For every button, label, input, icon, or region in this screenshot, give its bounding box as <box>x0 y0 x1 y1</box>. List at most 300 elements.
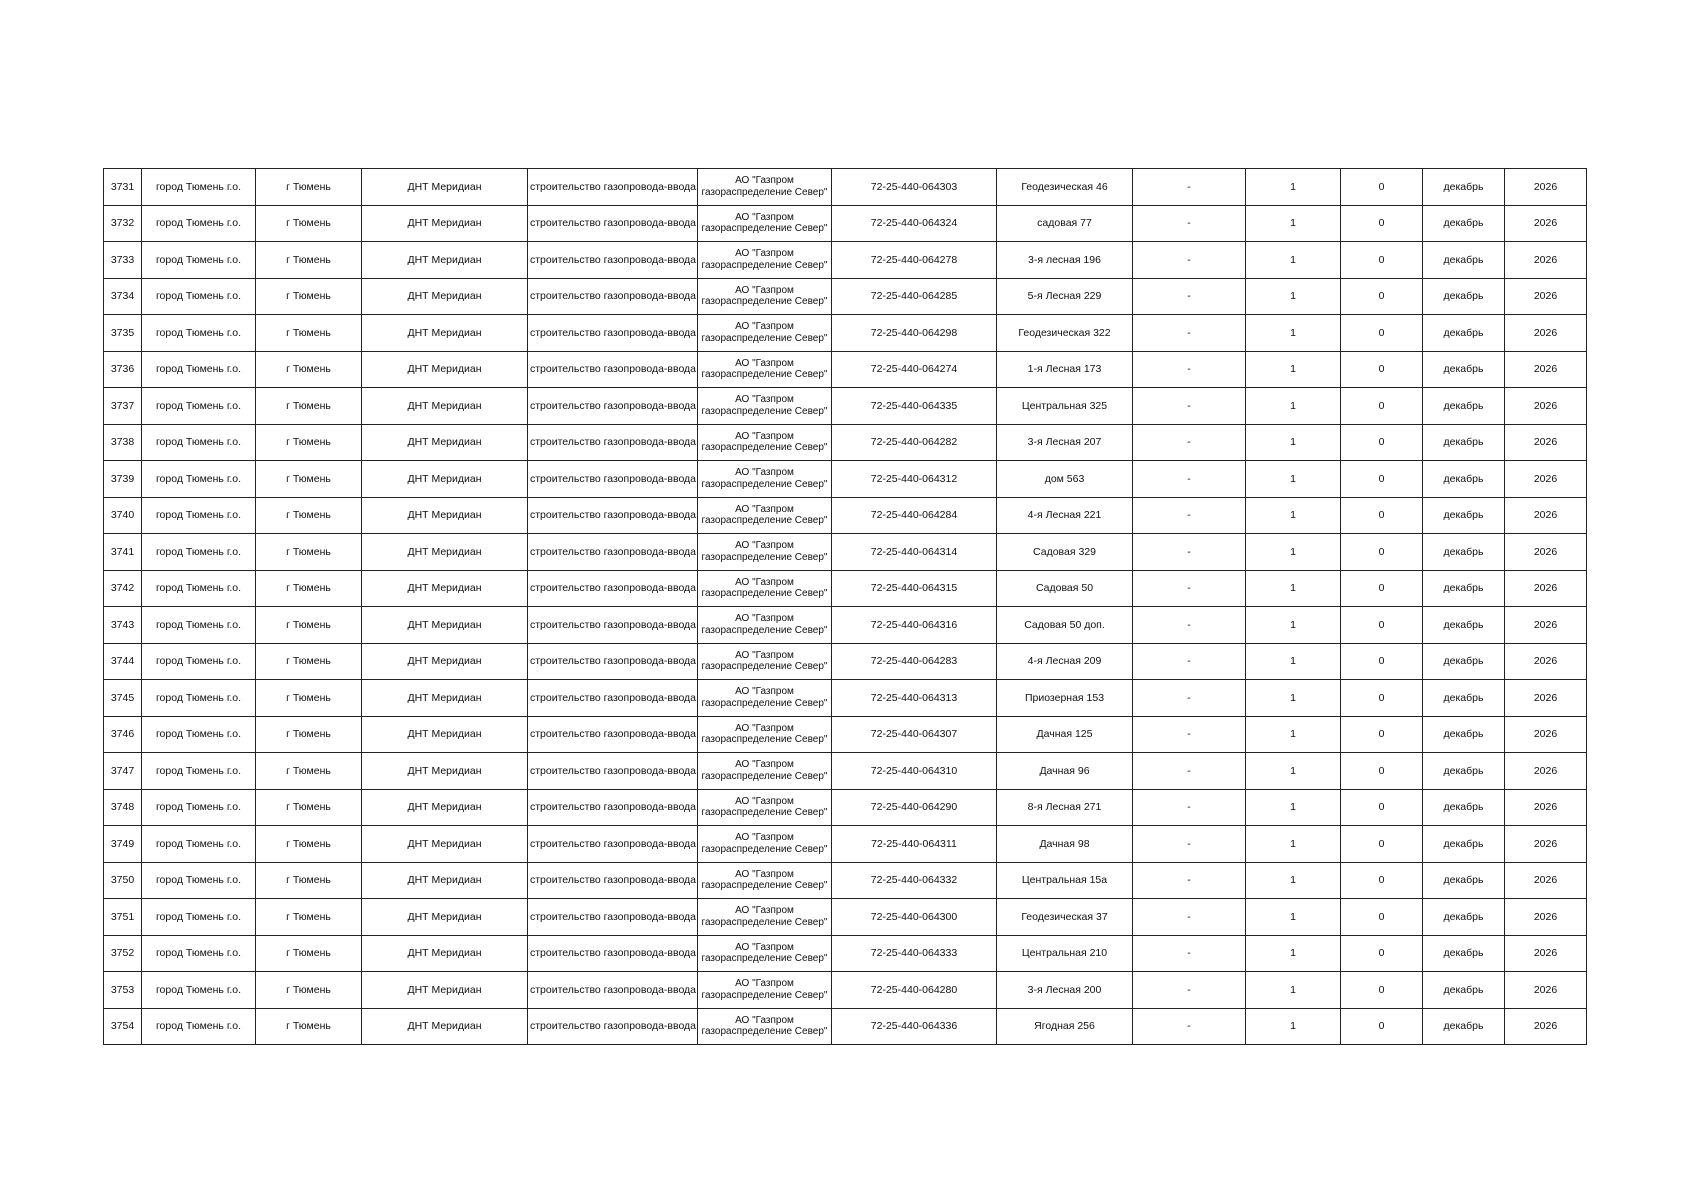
cell-year: 2026 <box>1505 424 1587 461</box>
cell-territory: ДНТ Меридиан <box>362 899 528 936</box>
cell-zero-value: 0 <box>1341 497 1423 534</box>
cell-row-number: 3752 <box>104 935 142 972</box>
cell-operator: АО "Газпром газораспределение Север" <box>698 388 832 425</box>
cell-work-type: строительство газопровода-ввода <box>528 169 698 206</box>
cell-address: Геодезическая 46 <box>997 169 1133 206</box>
cell-dash-value: - <box>1133 753 1246 790</box>
cell-row-number: 3749 <box>104 826 142 863</box>
cell-territory: ДНТ Меридиан <box>362 242 528 279</box>
cell-year: 2026 <box>1505 826 1587 863</box>
cell-object-code: 72-25-440-064280 <box>832 972 997 1009</box>
cell-operator: АО "Газпром газораспределение Север" <box>698 680 832 717</box>
table-row <box>104 899 1587 936</box>
cell-zero-value: 0 <box>1341 899 1423 936</box>
cell-object-code: 72-25-440-064284 <box>832 497 997 534</box>
table-row <box>104 680 1587 717</box>
cell-dash-value: - <box>1133 643 1246 680</box>
cell-month: декабрь <box>1423 424 1505 461</box>
cell-month: декабрь <box>1423 534 1505 571</box>
cell-object-code: 72-25-440-064315 <box>832 570 997 607</box>
cell-dash-value: - <box>1133 461 1246 498</box>
cell-address: Центральная 325 <box>997 388 1133 425</box>
cell-operator: АО "Газпром газораспределение Север" <box>698 205 832 242</box>
cell-quantity: 1 <box>1246 862 1341 899</box>
cell-territory: ДНТ Меридиан <box>362 205 528 242</box>
cell-year: 2026 <box>1505 534 1587 571</box>
cell-zero-value: 0 <box>1341 278 1423 315</box>
cell-territory: ДНТ Меридиан <box>362 424 528 461</box>
cell-municipality: город Тюмень г.о. <box>142 716 256 753</box>
cell-dash-value: - <box>1133 899 1246 936</box>
cell-dash-value: - <box>1133 242 1246 279</box>
cell-row-number: 3745 <box>104 680 142 717</box>
cell-territory: ДНТ Меридиан <box>362 534 528 571</box>
cell-zero-value: 0 <box>1341 461 1423 498</box>
cell-zero-value: 0 <box>1341 680 1423 717</box>
cell-operator: АО "Газпром газораспределение Север" <box>698 169 832 206</box>
cell-quantity: 1 <box>1246 278 1341 315</box>
cell-object-code: 72-25-440-064283 <box>832 643 997 680</box>
cell-territory: ДНТ Меридиан <box>362 1008 528 1045</box>
cell-dash-value: - <box>1133 1008 1246 1045</box>
cell-operator: АО "Газпром газораспределение Север" <box>698 242 832 279</box>
cell-row-number: 3753 <box>104 972 142 1009</box>
cell-dash-value: - <box>1133 169 1246 206</box>
cell-row-number: 3750 <box>104 862 142 899</box>
cell-work-type: строительство газопровода-ввода <box>528 497 698 534</box>
cell-year: 2026 <box>1505 315 1587 352</box>
cell-work-type: строительство газопровода-ввода <box>528 424 698 461</box>
table-row <box>104 1008 1587 1045</box>
cell-object-code: 72-25-440-064332 <box>832 862 997 899</box>
cell-operator: АО "Газпром газораспределение Север" <box>698 461 832 498</box>
cell-zero-value: 0 <box>1341 351 1423 388</box>
cell-municipality: город Тюмень г.о. <box>142 424 256 461</box>
cell-municipality: город Тюмень г.о. <box>142 570 256 607</box>
cell-address: 8-я Лесная 271 <box>997 789 1133 826</box>
cell-address: Геодезическая 37 <box>997 899 1133 936</box>
cell-year: 2026 <box>1505 351 1587 388</box>
cell-object-code: 72-25-440-064313 <box>832 680 997 717</box>
cell-row-number: 3734 <box>104 278 142 315</box>
cell-operator: АО "Газпром газораспределение Север" <box>698 534 832 571</box>
cell-object-code: 72-25-440-064312 <box>832 461 997 498</box>
cell-dash-value: - <box>1133 972 1246 1009</box>
cell-year: 2026 <box>1505 899 1587 936</box>
cell-work-type: строительство газопровода-ввода <box>528 862 698 899</box>
cell-address: 1-я Лесная 173 <box>997 351 1133 388</box>
cell-municipality: город Тюмень г.о. <box>142 461 256 498</box>
cell-zero-value: 0 <box>1341 607 1423 644</box>
cell-year: 2026 <box>1505 388 1587 425</box>
cell-territory: ДНТ Меридиан <box>362 461 528 498</box>
cell-object-code: 72-25-440-064285 <box>832 278 997 315</box>
cell-operator: АО "Газпром газораспределение Север" <box>698 972 832 1009</box>
cell-month: декабрь <box>1423 753 1505 790</box>
table-row <box>104 826 1587 863</box>
cell-month: декабрь <box>1423 242 1505 279</box>
cell-quantity: 1 <box>1246 570 1341 607</box>
cell-year: 2026 <box>1505 972 1587 1009</box>
cell-row-number: 3751 <box>104 899 142 936</box>
cell-territory: ДНТ Меридиан <box>362 972 528 1009</box>
cell-operator: АО "Газпром газораспределение Север" <box>698 899 832 936</box>
cell-work-type: строительство газопровода-ввода <box>528 716 698 753</box>
cell-row-number: 3740 <box>104 497 142 534</box>
cell-address: Дачная 96 <box>997 753 1133 790</box>
cell-operator: АО "Газпром газораспределение Север" <box>698 424 832 461</box>
cell-municipality: город Тюмень г.о. <box>142 351 256 388</box>
cell-quantity: 1 <box>1246 680 1341 717</box>
cell-quantity: 1 <box>1246 643 1341 680</box>
cell-dash-value: - <box>1133 680 1246 717</box>
cell-dash-value: - <box>1133 315 1246 352</box>
cell-operator: АО "Газпром газораспределение Север" <box>698 315 832 352</box>
cell-quantity: 1 <box>1246 242 1341 279</box>
cell-operator: АО "Газпром газораспределение Север" <box>698 351 832 388</box>
cell-municipality: город Тюмень г.о. <box>142 935 256 972</box>
cell-settlement: г Тюмень <box>256 935 362 972</box>
cell-object-code: 72-25-440-064324 <box>832 205 997 242</box>
cell-address: Садовая 50 <box>997 570 1133 607</box>
cell-row-number: 3733 <box>104 242 142 279</box>
cell-month: декабрь <box>1423 826 1505 863</box>
gas-connection-table <box>103 168 1587 1045</box>
cell-month: декабрь <box>1423 497 1505 534</box>
cell-settlement: г Тюмень <box>256 570 362 607</box>
cell-municipality: город Тюмень г.о. <box>142 205 256 242</box>
cell-quantity: 1 <box>1246 169 1341 206</box>
cell-object-code: 72-25-440-064278 <box>832 242 997 279</box>
cell-month: декабрь <box>1423 351 1505 388</box>
table-row <box>104 643 1587 680</box>
cell-quantity: 1 <box>1246 935 1341 972</box>
cell-year: 2026 <box>1505 789 1587 826</box>
cell-operator: АО "Газпром газораспределение Север" <box>698 789 832 826</box>
cell-row-number: 3735 <box>104 315 142 352</box>
cell-address: Дачная 98 <box>997 826 1133 863</box>
cell-settlement: г Тюмень <box>256 461 362 498</box>
cell-address: Садовая 50 доп. <box>997 607 1133 644</box>
cell-row-number: 3743 <box>104 607 142 644</box>
cell-address: 4-я Лесная 221 <box>997 497 1133 534</box>
cell-operator: АО "Газпром газораспределение Север" <box>698 278 832 315</box>
cell-row-number: 3738 <box>104 424 142 461</box>
cell-territory: ДНТ Меридиан <box>362 351 528 388</box>
cell-zero-value: 0 <box>1341 972 1423 1009</box>
cell-municipality: город Тюмень г.о. <box>142 972 256 1009</box>
cell-year: 2026 <box>1505 242 1587 279</box>
cell-year: 2026 <box>1505 680 1587 717</box>
cell-object-code: 72-25-440-064311 <box>832 826 997 863</box>
cell-work-type: строительство газопровода-ввода <box>528 972 698 1009</box>
cell-territory: ДНТ Меридиан <box>362 643 528 680</box>
cell-month: декабрь <box>1423 315 1505 352</box>
cell-month: декабрь <box>1423 899 1505 936</box>
cell-work-type: строительство газопровода-ввода <box>528 826 698 863</box>
cell-territory: ДНТ Меридиан <box>362 753 528 790</box>
cell-dash-value: - <box>1133 570 1246 607</box>
cell-territory: ДНТ Меридиан <box>362 169 528 206</box>
cell-quantity: 1 <box>1246 424 1341 461</box>
cell-quantity: 1 <box>1246 388 1341 425</box>
cell-municipality: город Тюмень г.о. <box>142 315 256 352</box>
cell-work-type: строительство газопровода-ввода <box>528 388 698 425</box>
cell-object-code: 72-25-440-064303 <box>832 169 997 206</box>
cell-operator: АО "Газпром газораспределение Север" <box>698 935 832 972</box>
cell-row-number: 3731 <box>104 169 142 206</box>
cell-month: декабрь <box>1423 388 1505 425</box>
cell-zero-value: 0 <box>1341 935 1423 972</box>
cell-operator: АО "Газпром газораспределение Север" <box>698 716 832 753</box>
cell-object-code: 72-25-440-064307 <box>832 716 997 753</box>
table-row <box>104 278 1587 315</box>
table-row <box>104 388 1587 425</box>
cell-row-number: 3742 <box>104 570 142 607</box>
cell-work-type: строительство газопровода-ввода <box>528 205 698 242</box>
cell-municipality: город Тюмень г.о. <box>142 1008 256 1045</box>
cell-work-type: строительство газопровода-ввода <box>528 534 698 571</box>
cell-address: Садовая 329 <box>997 534 1133 571</box>
cell-operator: АО "Газпром газораспределение Север" <box>698 862 832 899</box>
table-row <box>104 461 1587 498</box>
cell-municipality: город Тюмень г.о. <box>142 753 256 790</box>
cell-dash-value: - <box>1133 388 1246 425</box>
cell-year: 2026 <box>1505 607 1587 644</box>
cell-municipality: город Тюмень г.о. <box>142 680 256 717</box>
cell-dash-value: - <box>1133 826 1246 863</box>
cell-municipality: город Тюмень г.о. <box>142 497 256 534</box>
cell-address: дом 563 <box>997 461 1133 498</box>
cell-municipality: город Тюмень г.о. <box>142 643 256 680</box>
cell-work-type: строительство газопровода-ввода <box>528 753 698 790</box>
cell-month: декабрь <box>1423 680 1505 717</box>
cell-quantity: 1 <box>1246 716 1341 753</box>
cell-territory: ДНТ Меридиан <box>362 570 528 607</box>
cell-address: Центральная 15а <box>997 862 1133 899</box>
cell-row-number: 3741 <box>104 534 142 571</box>
cell-work-type: строительство газопровода-ввода <box>528 607 698 644</box>
cell-municipality: город Тюмень г.о. <box>142 169 256 206</box>
cell-address: 3-я Лесная 207 <box>997 424 1133 461</box>
cell-municipality: город Тюмень г.о. <box>142 826 256 863</box>
cell-municipality: город Тюмень г.о. <box>142 388 256 425</box>
cell-work-type: строительство газопровода-ввода <box>528 461 698 498</box>
cell-object-code: 72-25-440-064316 <box>832 607 997 644</box>
cell-address: Приозерная 153 <box>997 680 1133 717</box>
cell-address: 5-я Лесная 229 <box>997 278 1133 315</box>
cell-row-number: 3754 <box>104 1008 142 1045</box>
cell-dash-value: - <box>1133 351 1246 388</box>
cell-municipality: город Тюмень г.о. <box>142 607 256 644</box>
cell-work-type: строительство газопровода-ввода <box>528 351 698 388</box>
cell-zero-value: 0 <box>1341 205 1423 242</box>
cell-year: 2026 <box>1505 169 1587 206</box>
cell-territory: ДНТ Меридиан <box>362 388 528 425</box>
cell-operator: АО "Газпром газораспределение Север" <box>698 607 832 644</box>
cell-settlement: г Тюмень <box>256 789 362 826</box>
cell-work-type: строительство газопровода-ввода <box>528 1008 698 1045</box>
cell-address: 4-я Лесная 209 <box>997 643 1133 680</box>
cell-territory: ДНТ Меридиан <box>362 862 528 899</box>
table-row <box>104 351 1587 388</box>
cell-row-number: 3746 <box>104 716 142 753</box>
cell-settlement: г Тюмень <box>256 972 362 1009</box>
cell-territory: ДНТ Меридиан <box>362 826 528 863</box>
cell-settlement: г Тюмень <box>256 899 362 936</box>
cell-work-type: строительство газопровода-ввода <box>528 242 698 279</box>
cell-month: декабрь <box>1423 570 1505 607</box>
cell-territory: ДНТ Меридиан <box>362 278 528 315</box>
cell-quantity: 1 <box>1246 315 1341 352</box>
cell-settlement: г Тюмень <box>256 1008 362 1045</box>
cell-work-type: строительство газопровода-ввода <box>528 278 698 315</box>
cell-address: Ягодная 256 <box>997 1008 1133 1045</box>
cell-settlement: г Тюмень <box>256 388 362 425</box>
cell-work-type: строительство газопровода-ввода <box>528 570 698 607</box>
cell-work-type: строительство газопровода-ввода <box>528 789 698 826</box>
cell-territory: ДНТ Меридиан <box>362 716 528 753</box>
cell-quantity: 1 <box>1246 753 1341 790</box>
cell-municipality: город Тюмень г.о. <box>142 789 256 826</box>
cell-row-number: 3748 <box>104 789 142 826</box>
cell-object-code: 72-25-440-064333 <box>832 935 997 972</box>
cell-row-number: 3732 <box>104 205 142 242</box>
cell-work-type: строительство газопровода-ввода <box>528 315 698 352</box>
cell-quantity: 1 <box>1246 497 1341 534</box>
cell-address: Центральная 210 <box>997 935 1133 972</box>
cell-quantity: 1 <box>1246 899 1341 936</box>
cell-settlement: г Тюмень <box>256 315 362 352</box>
cell-year: 2026 <box>1505 497 1587 534</box>
cell-quantity: 1 <box>1246 826 1341 863</box>
cell-month: декабрь <box>1423 862 1505 899</box>
cell-quantity: 1 <box>1246 351 1341 388</box>
cell-dash-value: - <box>1133 716 1246 753</box>
cell-municipality: город Тюмень г.о. <box>142 899 256 936</box>
cell-settlement: г Тюмень <box>256 826 362 863</box>
table-row <box>104 424 1587 461</box>
cell-territory: ДНТ Меридиан <box>362 789 528 826</box>
cell-territory: ДНТ Меридиан <box>362 315 528 352</box>
cell-row-number: 3744 <box>104 643 142 680</box>
cell-quantity: 1 <box>1246 461 1341 498</box>
cell-year: 2026 <box>1505 461 1587 498</box>
cell-settlement: г Тюмень <box>256 424 362 461</box>
cell-month: декабрь <box>1423 205 1505 242</box>
cell-address: Дачная 125 <box>997 716 1133 753</box>
cell-year: 2026 <box>1505 1008 1587 1045</box>
cell-dash-value: - <box>1133 497 1246 534</box>
cell-quantity: 1 <box>1246 972 1341 1009</box>
cell-zero-value: 0 <box>1341 789 1423 826</box>
cell-settlement: г Тюмень <box>256 534 362 571</box>
cell-municipality: город Тюмень г.о. <box>142 534 256 571</box>
cell-year: 2026 <box>1505 570 1587 607</box>
cell-zero-value: 0 <box>1341 753 1423 790</box>
cell-settlement: г Тюмень <box>256 680 362 717</box>
table-row <box>104 570 1587 607</box>
table-body <box>104 169 1587 1045</box>
cell-row-number: 3737 <box>104 388 142 425</box>
cell-zero-value: 0 <box>1341 643 1423 680</box>
cell-settlement: г Тюмень <box>256 242 362 279</box>
cell-quantity: 1 <box>1246 607 1341 644</box>
table-row <box>104 716 1587 753</box>
cell-dash-value: - <box>1133 935 1246 972</box>
cell-dash-value: - <box>1133 862 1246 899</box>
cell-settlement: г Тюмень <box>256 205 362 242</box>
cell-quantity: 1 <box>1246 534 1341 571</box>
cell-object-code: 72-25-440-064282 <box>832 424 997 461</box>
table-row <box>104 315 1587 352</box>
cell-zero-value: 0 <box>1341 315 1423 352</box>
cell-settlement: г Тюмень <box>256 643 362 680</box>
cell-zero-value: 0 <box>1341 424 1423 461</box>
cell-row-number: 3739 <box>104 461 142 498</box>
cell-object-code: 72-25-440-064314 <box>832 534 997 571</box>
table-row <box>104 607 1587 644</box>
cell-object-code: 72-25-440-064310 <box>832 753 997 790</box>
cell-operator: АО "Газпром газораспределение Север" <box>698 1008 832 1045</box>
table-row <box>104 534 1587 571</box>
cell-settlement: г Тюмень <box>256 607 362 644</box>
cell-month: декабрь <box>1423 716 1505 753</box>
cell-object-code: 72-25-440-064335 <box>832 388 997 425</box>
table-row <box>104 497 1587 534</box>
table-row <box>104 862 1587 899</box>
cell-municipality: город Тюмень г.о. <box>142 862 256 899</box>
cell-territory: ДНТ Меридиан <box>362 497 528 534</box>
cell-settlement: г Тюмень <box>256 278 362 315</box>
cell-settlement: г Тюмень <box>256 351 362 388</box>
cell-month: декабрь <box>1423 461 1505 498</box>
cell-address: Геодезическая 322 <box>997 315 1133 352</box>
cell-dash-value: - <box>1133 534 1246 571</box>
cell-operator: АО "Газпром газораспределение Север" <box>698 753 832 790</box>
cell-dash-value: - <box>1133 607 1246 644</box>
cell-quantity: 1 <box>1246 1008 1341 1045</box>
cell-object-code: 72-25-440-064298 <box>832 315 997 352</box>
cell-year: 2026 <box>1505 862 1587 899</box>
cell-settlement: г Тюмень <box>256 753 362 790</box>
cell-settlement: г Тюмень <box>256 169 362 206</box>
table-row <box>104 935 1587 972</box>
cell-month: декабрь <box>1423 789 1505 826</box>
cell-object-code: 72-25-440-064300 <box>832 899 997 936</box>
cell-operator: АО "Газпром газораспределение Север" <box>698 570 832 607</box>
cell-month: декабрь <box>1423 169 1505 206</box>
cell-territory: ДНТ Меридиан <box>362 935 528 972</box>
cell-month: декабрь <box>1423 972 1505 1009</box>
cell-dash-value: - <box>1133 424 1246 461</box>
cell-row-number: 3736 <box>104 351 142 388</box>
cell-work-type: строительство газопровода-ввода <box>528 899 698 936</box>
cell-address: садовая 77 <box>997 205 1133 242</box>
cell-territory: ДНТ Меридиан <box>362 680 528 717</box>
cell-address: 3-я Лесная 200 <box>997 972 1133 1009</box>
cell-month: декабрь <box>1423 1008 1505 1045</box>
cell-month: декабрь <box>1423 643 1505 680</box>
cell-year: 2026 <box>1505 643 1587 680</box>
table-row <box>104 753 1587 790</box>
cell-zero-value: 0 <box>1341 242 1423 279</box>
cell-month: декабрь <box>1423 278 1505 315</box>
table-row <box>104 205 1587 242</box>
cell-object-code: 72-25-440-064274 <box>832 351 997 388</box>
cell-year: 2026 <box>1505 935 1587 972</box>
table-row <box>104 972 1587 1009</box>
